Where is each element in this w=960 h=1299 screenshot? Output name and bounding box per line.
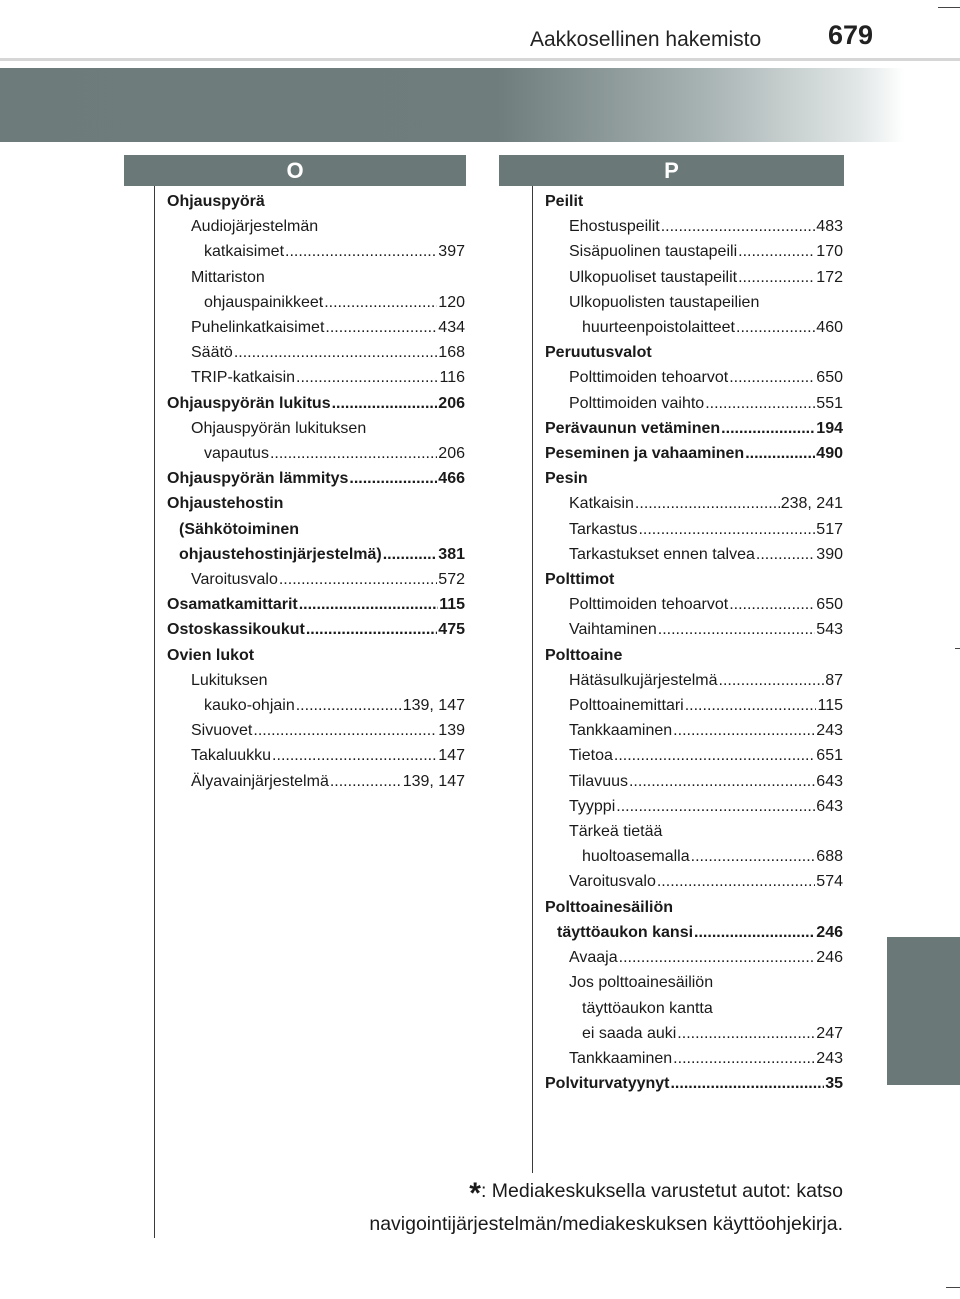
index-entry (545, 567, 843, 592)
index-entry-page: 475 (438, 621, 465, 639)
index-entry-page: 120 (438, 293, 465, 311)
dot-leader (738, 265, 815, 290)
index-entry-text: Katkaisin (569, 495, 634, 513)
index-entry (167, 668, 465, 693)
index-entry-page: 115 (817, 697, 843, 715)
index-entry-text: täyttöaukon kansi (557, 923, 694, 941)
index-entry-text: Audiojärjestelmän (191, 218, 319, 236)
index-entry-text: Peruutusvalot (545, 344, 652, 362)
dot-leader (657, 869, 815, 894)
dot-leader (332, 391, 438, 416)
index-entry-text: huoltoasemalla (582, 848, 690, 866)
index-entry (167, 239, 465, 264)
crop-mark (946, 1287, 960, 1288)
index-entry-text: Ostoskassikoukut (167, 621, 305, 639)
dot-leader (349, 466, 437, 491)
footnote-mark: * (469, 1177, 481, 1210)
index-entry-page: 247 (816, 1024, 843, 1042)
dot-leader (299, 592, 438, 617)
index-entry-page: 551 (816, 394, 843, 412)
column-heading-o: O (124, 155, 466, 186)
index-entry (545, 996, 843, 1021)
index-entry-page: 243 (816, 1049, 843, 1067)
index-entry (167, 592, 465, 617)
index-entry-page: 390 (816, 545, 843, 563)
index-entry-text: vapautus (204, 445, 269, 463)
index-entry-page: 434 (438, 319, 465, 337)
index-entry (545, 340, 843, 365)
index-entry-text: TRIP-katkaisin (191, 369, 296, 387)
index-entry-text: Älyavainjärjestelmä (191, 772, 329, 790)
index-entry-text: Polttimoiden tehoarvot (569, 596, 729, 614)
dot-leader (306, 617, 437, 642)
index-entry (545, 819, 843, 844)
index-entry-text: Säätö (191, 344, 233, 362)
index-entry (545, 517, 843, 542)
index-entry-page: 194 (816, 419, 843, 437)
index-entry-text: Perävaunun vetäminen (545, 419, 721, 437)
index-entry-page: 115 (439, 596, 465, 614)
index-entry-text: Sivuovet (191, 722, 253, 740)
index-entry-text: Ohjauspyörän lukituksen (191, 419, 367, 437)
footnote-text-1: : Mediakeskuksella varustetut autot: katso (480, 1180, 843, 1202)
dot-leader (721, 416, 815, 441)
index-entry-text: Avaaja (569, 949, 618, 967)
index-entry-text: Tarkastukset ennen talvea (569, 545, 755, 563)
index-entry (545, 643, 843, 668)
dot-leader (705, 391, 815, 416)
dot-leader (330, 769, 402, 794)
index-entry-text: Sisäpuolinen taustapeili (569, 243, 738, 261)
index-entry-page: 116 (439, 369, 465, 387)
index-entry-text: katkaisimet (204, 243, 285, 261)
index-entry (545, 265, 843, 290)
header-banner (0, 68, 905, 142)
crop-mark (938, 7, 960, 8)
index-entry-text: Ohjauspyörä (167, 193, 265, 210)
index-entry (545, 1021, 843, 1046)
index-entry (167, 718, 465, 743)
footnote (369, 1176, 843, 1239)
index-entry-page: 574 (816, 873, 843, 891)
index-column-p (545, 189, 843, 1096)
index-entry (545, 844, 843, 869)
index-entry-text: Mittariston (191, 268, 265, 286)
index-entry-page: 87 (825, 671, 843, 689)
dot-leader (670, 1071, 824, 1096)
index-entry-text: Tärkeä tietää (569, 823, 663, 841)
index-entry-page: 397 (438, 243, 465, 261)
footnote-line-1 (369, 1176, 843, 1209)
index-entry (545, 794, 843, 819)
index-entry-page: 460 (816, 319, 843, 337)
index-entry (167, 617, 465, 642)
index-entry-text: Takaluukku (191, 747, 272, 765)
index-entry (545, 869, 843, 894)
index-entry-text: Ovien lukot (167, 646, 255, 664)
index-entry-text: Tyyppi (569, 797, 616, 815)
index-entry (167, 189, 465, 214)
index-entry (545, 920, 843, 945)
index-entry-text: Polttimoiden tehoarvot (569, 369, 729, 387)
index-entry (545, 542, 843, 567)
dot-leader (285, 239, 437, 264)
dot-leader (272, 743, 437, 768)
header-rule (0, 58, 960, 61)
index-entry (167, 567, 465, 592)
index-entry-text: ohjauspainikkeet (204, 293, 324, 311)
dot-leader (619, 945, 816, 970)
index-entry-page: 650 (816, 596, 843, 614)
index-entry (167, 441, 465, 466)
page-number: 679 (828, 20, 874, 50)
dot-leader (279, 567, 437, 592)
index-entry (167, 265, 465, 290)
index-entry (545, 315, 843, 340)
index-entry-text: Hätäsulkujärjestelmä (569, 671, 718, 689)
dot-leader (719, 668, 825, 693)
index-entry-page: 246 (816, 923, 843, 941)
dot-leader (629, 769, 815, 794)
index-entry-text: Polttoaine (545, 646, 623, 664)
index-entry (545, 769, 843, 794)
index-entry-text: Ohjauspyörän lämmitys (167, 470, 349, 488)
crop-mark (955, 648, 960, 649)
dot-leader (736, 315, 815, 340)
index-entry-text: Peilit (545, 193, 584, 210)
index-entry (167, 643, 465, 668)
index-entry (545, 239, 843, 264)
index-entry-page: 139, 147 (402, 772, 465, 790)
index-entry-text: Ohjaustehostin (167, 495, 284, 513)
index-entry-page: 688 (816, 848, 843, 866)
index-entry (545, 214, 843, 239)
index-entry (167, 214, 465, 239)
index-entry-text: ohjaustehostinjärjestelmä) (179, 545, 382, 563)
index-entry-text: Polviturvatyynyt (545, 1075, 670, 1093)
index-entry (545, 718, 843, 743)
dot-leader (296, 693, 402, 718)
dot-leader (756, 542, 815, 567)
index-entry-text: Tankkaaminen (569, 1049, 673, 1067)
index-entry-text: (Sähkötoiminen (179, 520, 300, 538)
index-entry-text: Pesin (545, 470, 588, 488)
index-entry-page: 651 (816, 747, 843, 765)
dot-leader (253, 718, 437, 743)
dot-leader (616, 794, 815, 819)
index-entry (167, 517, 465, 542)
index-entry-text: Polttimot (545, 571, 615, 589)
dot-leader (635, 491, 780, 516)
index-entry-page: 643 (816, 772, 843, 790)
dot-leader (614, 743, 815, 768)
index-entry-page: 246 (816, 949, 843, 967)
index-entry-page: 206 (438, 394, 465, 412)
index-entry-text: Polttoainemittari (569, 697, 684, 715)
index-entry-page: 543 (816, 621, 843, 639)
index-entry-text: Tietoa (569, 747, 613, 765)
index-entry (545, 491, 843, 516)
index-entry (545, 416, 843, 441)
index-entry-text: Polttoainesäiliön (545, 898, 674, 916)
index-entry (545, 290, 843, 315)
index-entry-page: 172 (816, 268, 843, 286)
dot-leader (685, 693, 817, 718)
index-entry (167, 769, 465, 794)
footnote-text-2: navigointijärjestelmän/mediakeskuksen käyttöohjekirja. (369, 1213, 843, 1235)
index-entry-page: 466 (438, 470, 465, 488)
index-entry-page: 139 (438, 722, 465, 740)
index-entry (545, 743, 843, 768)
index-entry-text: Ohjauspyörän lukitus (167, 394, 331, 412)
index-entry-page: 206 (438, 445, 465, 463)
index-entry-page: 517 (816, 520, 843, 538)
index-entry-text: Peseminen ja vahaaminen (545, 445, 745, 463)
index-entry (167, 365, 465, 390)
index-entry-page: 490 (816, 445, 843, 463)
index-entry-page: 139, 147 (402, 697, 465, 715)
index-entry-text: täyttöaukon kantta (582, 999, 713, 1017)
dot-leader (638, 517, 815, 542)
index-entry-text: Lukituksen (191, 671, 268, 689)
dot-leader (325, 315, 437, 340)
thumb-index-tab (887, 937, 960, 1085)
index-entry-page: 572 (438, 571, 465, 589)
index-entry (545, 391, 843, 416)
index-entry (545, 592, 843, 617)
index-entry (545, 441, 843, 466)
index-entry-page: 170 (816, 243, 843, 261)
index-entry (545, 617, 843, 642)
index-entry-text: Tilavuus (569, 772, 628, 790)
index-entry-page: 650 (816, 369, 843, 387)
index-entry (545, 895, 843, 920)
index-entry (545, 693, 843, 718)
index-entry-page: 168 (438, 344, 465, 362)
index-entry (167, 391, 465, 416)
index-entry (167, 491, 465, 516)
dot-leader (234, 340, 437, 365)
dot-leader (661, 214, 816, 239)
index-entry (545, 365, 843, 390)
index-entry-page: 643 (816, 797, 843, 815)
index-entry-page: 35 (825, 1075, 843, 1093)
index-entry-text: Puhelinkatkaisimet (191, 319, 325, 337)
index-entry-text: Jos polttoainesäiliön (569, 974, 714, 992)
dot-leader (324, 290, 437, 315)
index-entry (167, 315, 465, 340)
section-title: Aakkosellinen hakemisto (530, 28, 762, 51)
index-entry (167, 693, 465, 718)
index-entry (545, 970, 843, 995)
index-entry (167, 416, 465, 441)
dot-leader (673, 1046, 815, 1071)
index-entry (545, 668, 843, 693)
index-entry-text: Tarkastus (569, 520, 638, 538)
index-entry-page: 243 (816, 722, 843, 740)
column-heading-p: P (499, 155, 844, 186)
index-entry (167, 290, 465, 315)
index-entry-page: 381 (438, 545, 465, 563)
dot-leader (694, 920, 815, 945)
index-entry-text: Ulkopuolisten taustapeilien (569, 293, 760, 311)
index-entry-text: kauko-ohjain (204, 697, 295, 715)
index-entry-page: 147 (438, 747, 465, 765)
index-entry (545, 1046, 843, 1071)
dot-leader (677, 1021, 815, 1046)
index-entry-text: ei saada auki (582, 1024, 677, 1042)
index-entry-text: Vaihtaminen (569, 621, 657, 639)
index-entry-text: huurteenpoistolaitteet (582, 319, 735, 337)
index-entry (545, 945, 843, 970)
column-divider-left (154, 186, 155, 1238)
index-entry (167, 542, 465, 567)
index-entry (545, 466, 843, 491)
dot-leader (270, 441, 437, 466)
index-entry-text: Ehostuspeilit (569, 218, 660, 236)
dot-leader (383, 542, 438, 567)
index-column-o (167, 189, 465, 794)
dot-leader (729, 592, 815, 617)
index-entry-text: Polttimoiden vaihto (569, 394, 705, 412)
column-divider-middle (532, 186, 533, 1173)
index-entry (167, 743, 465, 768)
dot-leader (658, 617, 816, 642)
dot-leader (738, 239, 815, 264)
dot-leader (296, 365, 438, 390)
index-entry-text: Ulkopuoliset taustapeilit (569, 268, 738, 286)
index-entry (167, 340, 465, 365)
index-entry-text: Varoitusvalo (191, 571, 278, 589)
dot-leader (729, 365, 815, 390)
dot-leader (691, 844, 816, 869)
index-entry (167, 466, 465, 491)
dot-leader (673, 718, 815, 743)
index-entry-text: Osamatkamittarit (167, 596, 298, 614)
index-entry (545, 1071, 843, 1096)
index-entry (545, 189, 843, 214)
index-entry-text: Varoitusvalo (569, 873, 656, 891)
index-entry-page: 483 (816, 218, 843, 236)
dot-leader (745, 441, 815, 466)
index-entry-text: Tankkaaminen (569, 722, 673, 740)
index-entry-page: 238, 241 (780, 495, 843, 513)
